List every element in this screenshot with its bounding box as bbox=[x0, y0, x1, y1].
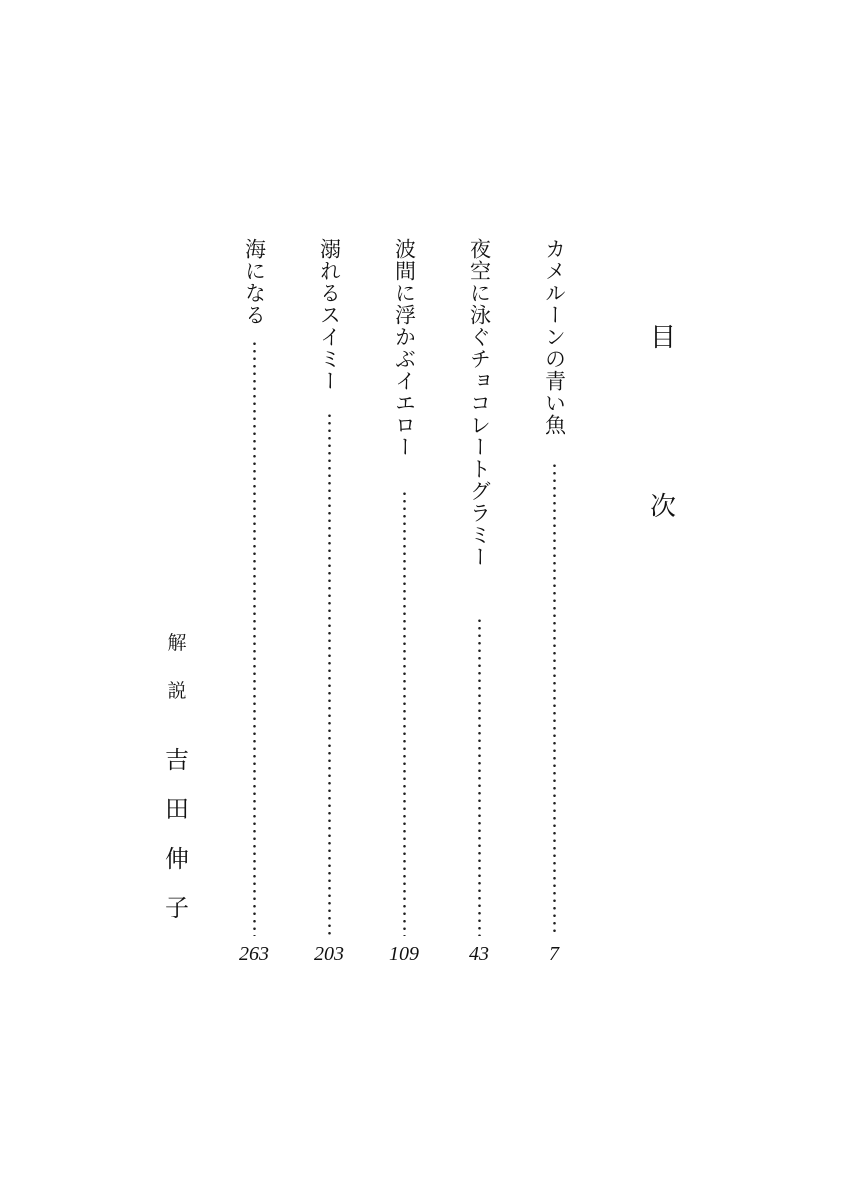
toc-page-number: 109 bbox=[389, 943, 419, 965]
commentary-author-char: 吉 bbox=[165, 746, 189, 774]
toc-entry[interactable] bbox=[390, 238, 418, 458]
commentary-label-char: 説 bbox=[167, 680, 187, 702]
toc-entry[interactable] bbox=[240, 238, 268, 326]
toc-entry-title: 波間に浮かぶイエロー bbox=[392, 238, 417, 458]
toc-entry[interactable] bbox=[540, 238, 568, 436]
commentary-label-char: 解 bbox=[167, 632, 187, 654]
commentary-author-char: 田 bbox=[165, 795, 189, 823]
leader-dots bbox=[553, 462, 556, 936]
toc-entry[interactable] bbox=[315, 238, 343, 392]
toc-entry-title: カメルーンの青い魚 bbox=[542, 238, 567, 436]
toc-entry-title: 海になる bbox=[242, 238, 267, 326]
toc-entry-title: 溺れるスイミー bbox=[317, 238, 342, 392]
toc-heading-char-2: 次 bbox=[649, 492, 676, 522]
leader-dots bbox=[253, 340, 256, 936]
toc-page-number: 7 bbox=[549, 943, 559, 965]
leader-dots bbox=[328, 412, 331, 936]
toc-page-number: 203 bbox=[314, 943, 344, 965]
toc-entry-title: 夜空に泳ぐチョコレートグラミー bbox=[467, 238, 492, 568]
commentary-author-char: 子 bbox=[165, 894, 189, 922]
leader-dots bbox=[403, 490, 406, 936]
toc-page-number: 43 bbox=[469, 943, 489, 965]
leader-dots bbox=[478, 617, 481, 936]
toc-heading-char-1: 目 bbox=[649, 323, 676, 353]
toc-entry[interactable] bbox=[465, 238, 493, 568]
toc-page-number: 263 bbox=[239, 943, 269, 965]
commentary-author-char: 伸 bbox=[165, 845, 189, 873]
